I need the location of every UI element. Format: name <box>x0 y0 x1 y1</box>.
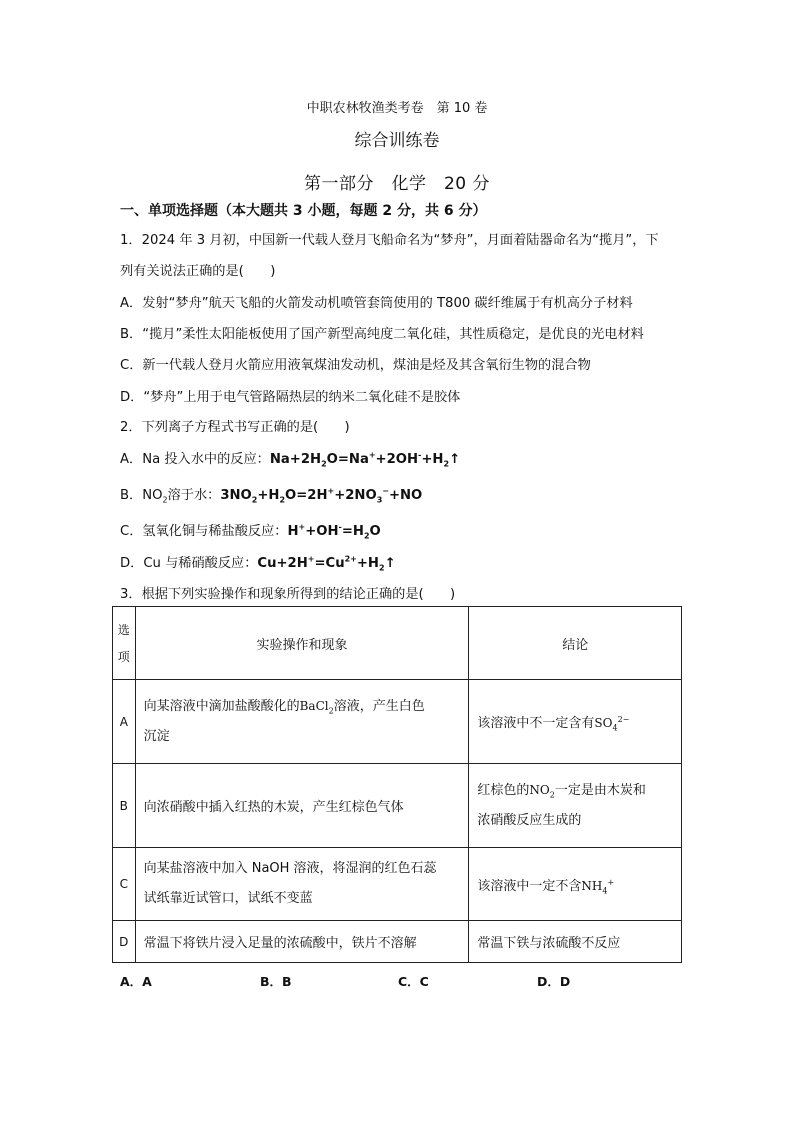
row-a-operation: 向某溶液中滴加盐酸酸化的BaCl$_2$溶液，产生白色 沉淀 <box>135 680 469 764</box>
row-a-conclusion: 该溶液中不一定含有$SO_4^{2-}$ <box>469 680 682 764</box>
q1-stem-line2: 列有关说法正确的是( ) <box>120 264 276 279</box>
q1-option-c: C．新一代载人登月火箭应用液氧煤油发动机，煤油是烃及其含氧衍生物的混合物 <box>120 358 591 373</box>
q2-stem: 2．下列离子方程式书写正确的是( ) <box>120 420 350 435</box>
q2-option-b-label2: 溶于水： <box>167 488 221 503</box>
q2-option-a <box>120 448 460 467</box>
q3-choice-b: B．B <box>260 974 292 989</box>
q3-choice-d: D．D <box>537 974 571 989</box>
q3-stem: 3．根据下列实验操作和现象所得到的结论正确的是( ) <box>120 587 456 602</box>
row-d-option: D <box>113 921 136 963</box>
row-c-conclusion: 该溶液中一定不含$NH_4^+$ <box>469 848 682 921</box>
paper-title: 综合训练卷 <box>354 131 440 151</box>
table-header-row <box>113 607 682 680</box>
row-b-option: B <box>113 764 136 848</box>
q3-choice-a: A．A <box>120 974 152 989</box>
q2-option-c-equation: $H^++OH^-=H_2O$ <box>287 522 381 541</box>
table-row <box>113 764 682 848</box>
no2-formula: $NO_2$ <box>529 783 555 800</box>
q2-option-d-label: D．Cu 与稀硝酸反应： <box>120 556 258 571</box>
part-title: 第一部分 化学 20 分 <box>303 174 491 194</box>
header-option: 选 项 <box>113 607 136 680</box>
sulfate-formula: $SO_4^{2-}$ <box>594 715 630 733</box>
q2-option-b-label: B．NO <box>120 488 163 503</box>
table-row <box>113 848 682 921</box>
q2-option-a-equation: $Na+2H_2O=Na^++2OH^-+H_2↑$ <box>269 450 461 469</box>
ammonium-formula: $NH_4^+$ <box>581 877 615 895</box>
row-c-operation: 向某盐溶液中加入 NaOH 溶液，将湿润的红色石蕊 试纸靠近试管口，试纸不变蓝 <box>135 848 469 921</box>
bacl2-formula: BaCl$_2$ <box>299 699 334 716</box>
header-conclusion: 结论 <box>469 607 682 680</box>
table-row <box>113 680 682 764</box>
q2-option-d-equation: $Cu+2H^+=Cu^{2+}+H_2↑$ <box>257 554 396 573</box>
q2-option-a-label: A．Na 投入水中的反应： <box>120 452 270 467</box>
q1-stem-line1: 1．2024 年 3 月初，中国新一代载人登月飞船命名为“梦舟”，月面着陆器命名为“揽月”，下 <box>120 233 659 248</box>
q2-option-d <box>120 552 396 571</box>
q2-option-c-label: C．氢氧化铜与稀盐酸反应： <box>120 524 288 539</box>
q2-option-b-equation: $3NO_2+H_2O=2H^++2NO_3^-+NO$ <box>220 486 423 505</box>
q3-choice-c: C．C <box>398 974 429 989</box>
row-c-option: C <box>113 848 136 921</box>
experiment-table <box>112 606 682 963</box>
q2-option-b: B．$NO_2$溶于水：$3NO_2+H_2O=2H^++2NO_3^-+NO$ <box>120 486 423 505</box>
exam-title: 中职农林牧渔类考卷 第 10 卷 <box>306 101 488 116</box>
q1-option-b: B．“揽月”柔性太阳能板使用了国产新型高纯度二氧化硅，其性质稳定，是优良的光电材料 <box>120 327 644 342</box>
q2-option-c <box>120 520 381 539</box>
row-d-operation: 常温下将铁片浸入足量的浓硫酸中，铁片不溶解 <box>135 921 469 963</box>
row-d-conclusion: 常温下铁与浓硫酸不反应 <box>469 921 682 963</box>
row-b-operation: 向浓硝酸中插入红热的木炭，产生红棕色气体 <box>135 764 469 848</box>
row-a-option: A <box>113 680 136 764</box>
section-heading: 一、单项选择题（本大题共 3 小题，每题 2 分，共 6 分） <box>120 203 487 219</box>
table-row <box>113 921 682 963</box>
row-b-conclusion: 红棕色的$NO_2$一定是由木炭和 浓硝酸反应生成的 <box>469 764 682 848</box>
q1-option-a: A．发射“梦舟”航天飞船的火箭发动机喷管套筒使用的 T800 碳纤维属于有机高分子材料 <box>120 296 633 311</box>
header-operation: 实验操作和现象 <box>135 607 469 680</box>
q1-option-d: D．“梦舟”上用于电气管路隔热层的纳米二氧化硅不是胶体 <box>120 390 461 405</box>
